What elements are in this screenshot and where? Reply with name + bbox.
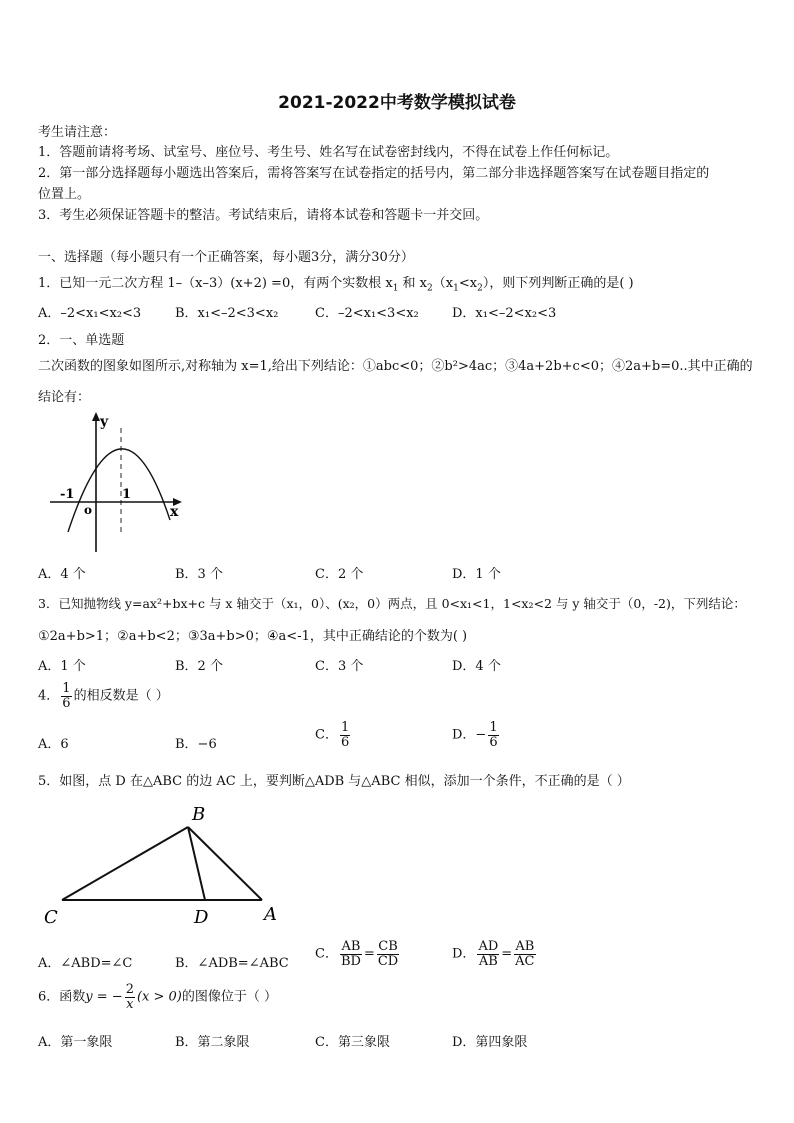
q5-option-c[interactable]: C． $\frac{AB}{BD}$ = $\frac{CB}{CD}$ — [315, 939, 399, 969]
vertex-c: C — [44, 907, 58, 928]
vertex-b: B — [192, 804, 206, 825]
q2-option-c[interactable]: C．2 个 — [315, 567, 364, 582]
q1-option-b[interactable]: B．x₁<–2<3<x₂ — [175, 306, 279, 321]
notice-item-1: 1．答题前请将考场、试室号、座位号、考生号、姓名写在试卷密封线内，不得在试卷上作任何标记。 — [38, 145, 619, 160]
q3-option-a[interactable]: A．1 个 — [38, 659, 86, 674]
side-cb — [62, 827, 188, 900]
q3-option-d[interactable]: D．4 个 — [452, 659, 501, 674]
q5-option-a[interactable]: A．∠ABD=∠C — [38, 956, 133, 971]
tick-neg1: -1 — [60, 487, 75, 502]
notice-item-2: 2．第一部分选择题每小题选出答案后，需将答案写在试卷指定的括号内，第二部分非选择题答案写在试卷题目指定的 — [38, 166, 710, 181]
q6-option-b[interactable]: B．第二象限 — [175, 1035, 250, 1050]
q2-option-d[interactable]: D．1 个 — [452, 567, 501, 582]
q5-option-b[interactable]: B．∠ADB=∠ABC — [175, 956, 289, 971]
question-2-heading: 2．一、单选题 — [38, 333, 125, 348]
q5-option-d[interactable]: D． $\frac{AD}{AB}$ = $\frac{AB}{AC}$ — [452, 939, 535, 969]
q6-option-a[interactable]: A．第一象限 — [38, 1035, 113, 1050]
question-3-cont: ①2a+b>1；②a+b<2；③3a+b>0；④a<-1，其中正确结论的个数为( ) — [38, 629, 468, 644]
question-4: 4． $\frac{1}{6}$ 的相反数是（ ） — [38, 681, 169, 711]
fraction-one-sixth: $\frac{1}{6}$ — [62, 681, 71, 711]
x-axis-label: x — [170, 504, 179, 520]
parabola-graph — [44, 410, 190, 556]
tick-1: 1 — [122, 487, 132, 502]
origin-label: o — [84, 503, 93, 517]
q4-option-a[interactable]: A．6 — [38, 737, 69, 752]
q6-option-d[interactable]: D．第四象限 — [452, 1035, 528, 1050]
side-ba — [188, 827, 262, 900]
triangle-figure — [40, 800, 290, 930]
q4-option-c[interactable]: C． $\frac{1}{6}$ — [315, 720, 350, 750]
fraction-2-over-x: $\frac{2}{x}$ — [125, 982, 134, 1012]
q2-option-b[interactable]: B．3 个 — [175, 567, 223, 582]
vertex-a: A — [264, 904, 277, 925]
parabola-curve — [68, 449, 170, 532]
q1-option-a[interactable]: A．–2<x₁<x₂<3 — [38, 306, 142, 321]
q1-option-c[interactable]: C．–2<x₁<3<x₂ — [315, 306, 419, 321]
point-d: D — [194, 907, 209, 928]
q2-option-a[interactable]: A．4 个 — [38, 567, 86, 582]
q4-option-b[interactable]: B．−6 — [175, 737, 217, 752]
segment-bd — [188, 827, 205, 900]
question-3: 3．已知抛物线 y=ax²+bx+c 与 x 轴交于（x₁，0）、(x₂，0）两点，且 0<x₁<1，1<x₂<2 与 y 轴交于（0，-2)，下列结论： — [38, 596, 746, 611]
page-title: 2021-2022中考数学模拟试卷 — [278, 93, 516, 113]
question-1: 1．已知一元二次方程 1–（x–3）(x+2) =0，有两个实数根 $x_1$ 和 $x_2(x_1<x_2)$，则下列判断正确的是( ) — [38, 276, 634, 294]
question-6: 6．函数y = − $\frac{2}{x}$ (x > 0)的图像位于（ ） — [38, 982, 278, 1012]
notice-item-2-cont: 位置上。 — [38, 187, 91, 202]
y-axis-arrow — [92, 412, 100, 421]
q1-option-d[interactable]: D．x₁<–2<x₂<3 — [452, 306, 557, 321]
section-heading: 一、选择题（每小题只有一个正确答案，每小题3分，满分30分） — [38, 250, 414, 265]
notice-heading: 考生请注意： — [38, 125, 117, 140]
q4-option-d[interactable]: D．− $\frac{1}{6}$ — [452, 720, 498, 750]
y-axis-label: y — [100, 414, 109, 430]
question-2-cont: 结论有： — [38, 390, 91, 405]
notice-item-3: 3．考生必须保证答题卡的整洁。考试结束后，请将本试卷和答题卡一并交回。 — [38, 208, 489, 223]
question-2: 二次函数的图象如图所示,对称轴为 x=1,给出下列结论：①abc<0；②b²>4ac；③4a+2b+c<0；④2a+b=0..其中正确的 — [38, 359, 753, 374]
q6-option-c[interactable]: C．第三象限 — [315, 1035, 390, 1050]
question-5: 5．如图，点 D 在△ABC 的边 AC 上，要判断△ADB 与△ABC 相似，添加一个条件，不正确的是（ ） — [38, 774, 630, 789]
q3-option-b[interactable]: B．2 个 — [175, 659, 223, 674]
q3-option-c[interactable]: C．3 个 — [315, 659, 364, 674]
